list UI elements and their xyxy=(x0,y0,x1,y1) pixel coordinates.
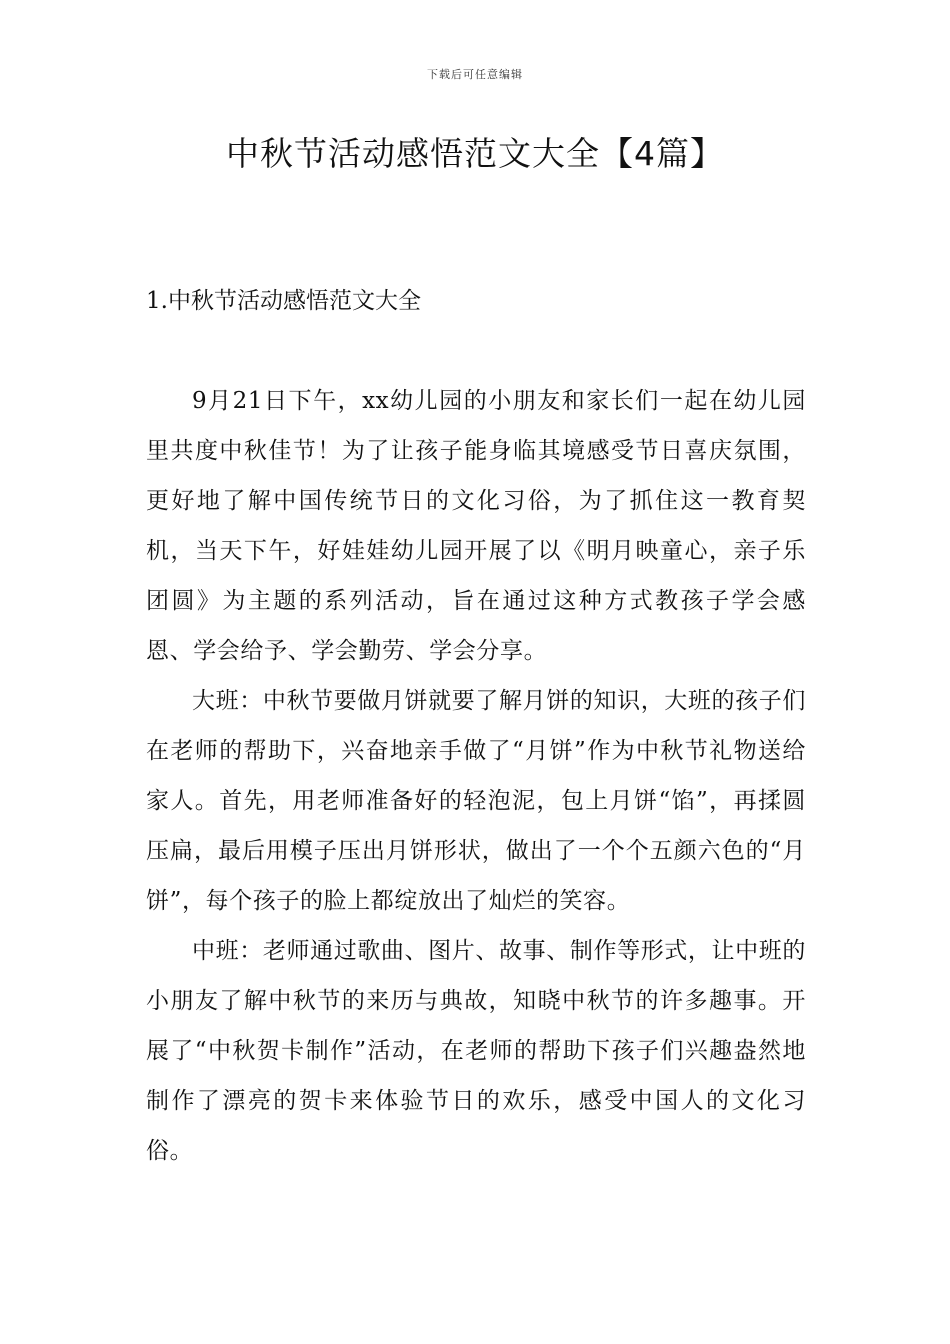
paragraph-intro: 9月21日下午，xx幼儿园的小朋友和家长们一起在幼儿园里共度中秋佳节！为了让孩子能身临其境感受节日喜庆氛围，更好地了解中国传统节日的文化习俗，为了抓住这一教育契机，当天下午，好娃娃幼儿园开展了以《明月映童心，亲子乐团圆》为主题的系列活动，旨在通过这种方式教孩子学会感恩、学会给予、学会勤劳、学会分享。 xyxy=(146,388,806,664)
section-body xyxy=(146,376,806,1176)
section-heading: 1.中秋节活动感悟范文大全 xyxy=(146,288,421,314)
document-title: 中秋节活动感悟范文大全【4篇】 xyxy=(226,134,724,173)
paragraph-middle-class: 中班：老师通过歌曲、图片、故事、制作等形式，让中班的小朋友了解中秋节的来历与典故，知晓中秋节的许多趣事。开展了“中秋贺卡制作”活动，在老师的帮助下孩子们兴趣盎然地制作了漂亮的贺卡来体验节日的欢乐，感受中国人的文化习俗。 xyxy=(146,938,806,1164)
paragraph-big-class: 大班：中秋节要做月饼就要了解月饼的知识，大班的孩子们在老师的帮助下，兴奋地亲手做了“月饼”作为中秋节礼物送给家人。首先，用老师准备好的轻泡泥，包上月饼“馅”，再揉圆压扁，最后用模子压出月饼形状，做出了一个个五颜六色的“月饼”，每个孩子的脸上都绽放出了灿烂的笑容。 xyxy=(146,688,806,914)
header-note: 下载后可任意编辑 xyxy=(427,68,523,81)
